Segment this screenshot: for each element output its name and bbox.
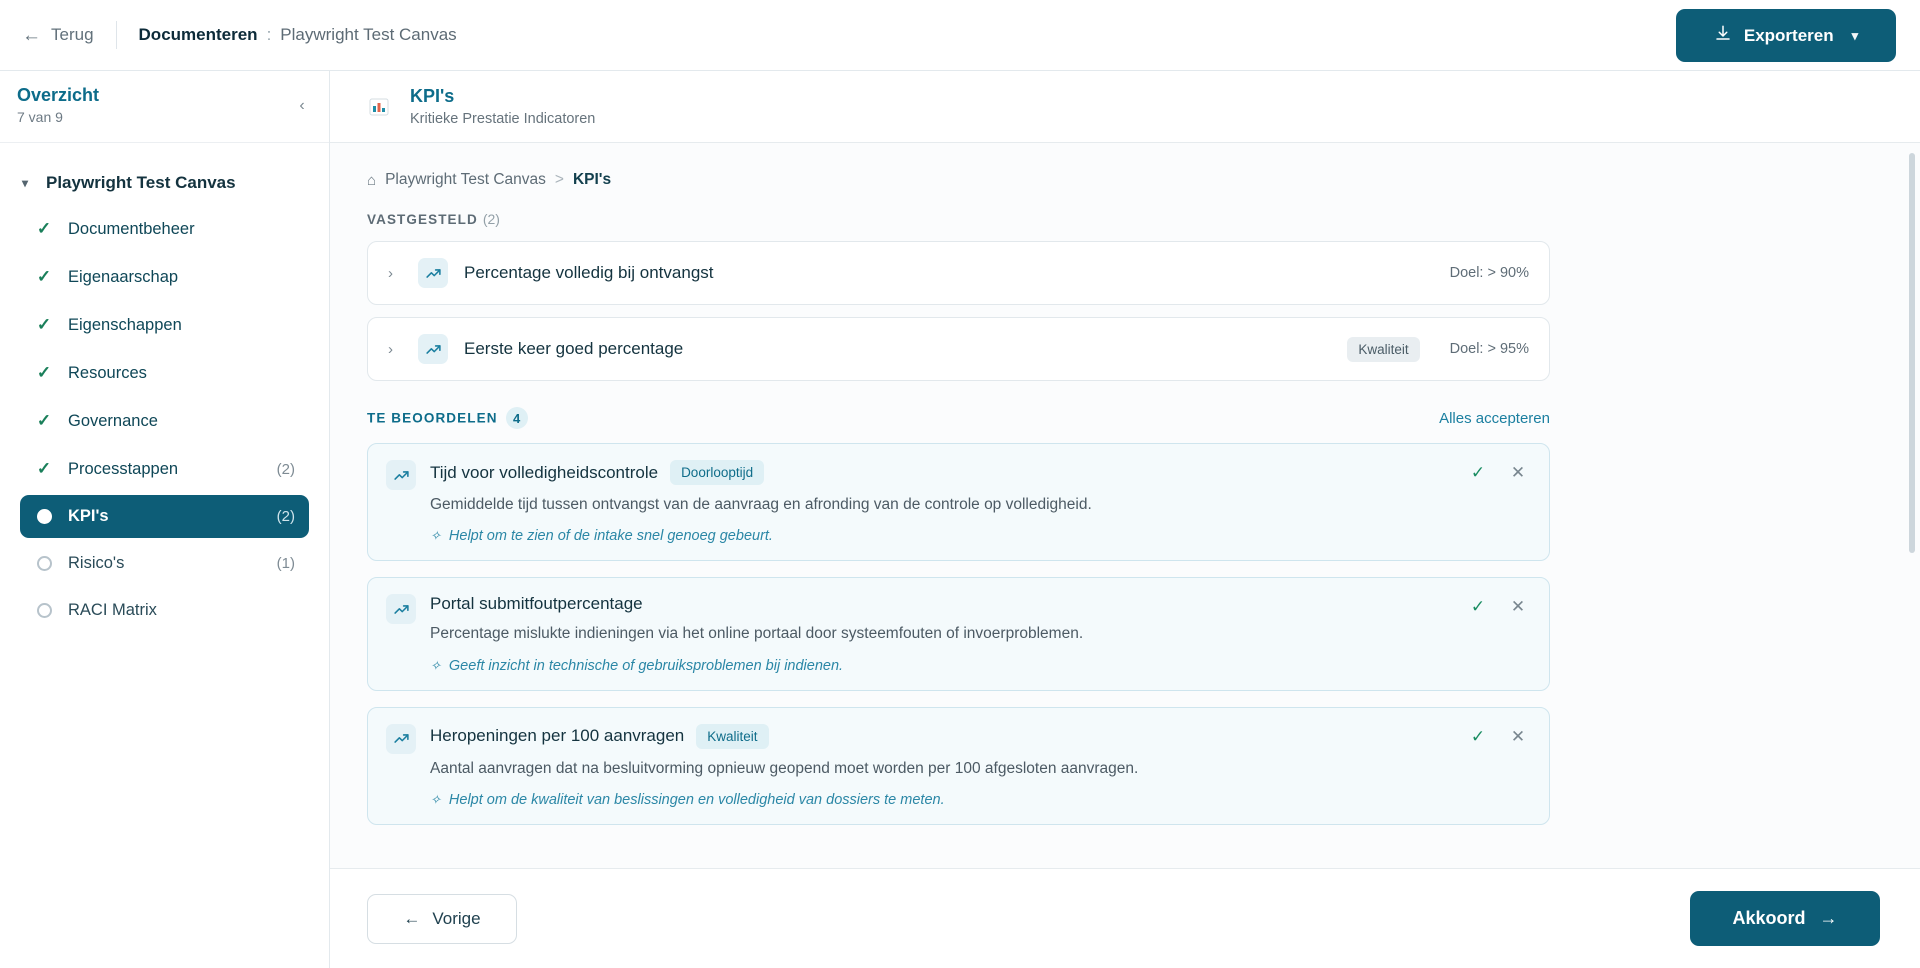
accept-icon[interactable]: ✓ bbox=[1470, 463, 1486, 482]
review-item-hint-text: Geeft inzicht in technische of gebruiksproblemen bij indienen. bbox=[448, 657, 844, 674]
review-count-badge: 4 bbox=[506, 407, 528, 429]
sidebar-item-count: (1) bbox=[276, 555, 295, 572]
body bbox=[0, 71, 1920, 968]
review-item-actions bbox=[1467, 594, 1529, 673]
established-item-tag: Kwaliteit bbox=[1347, 337, 1419, 362]
sidebar-collapse-button[interactable] bbox=[289, 93, 315, 119]
review-item-top bbox=[430, 724, 1453, 749]
top-bar bbox=[0, 0, 1920, 71]
export-label: Exporteren bbox=[1743, 25, 1834, 45]
sidebar-item-eigenschappen[interactable] bbox=[20, 303, 309, 347]
sidebar-item-governance[interactable] bbox=[20, 399, 309, 443]
arrow-right-icon: → bbox=[1819, 908, 1838, 928]
sidebar-item-label: RACI Matrix bbox=[68, 601, 157, 619]
review-item bbox=[367, 707, 1550, 825]
review-item-body bbox=[430, 724, 1453, 808]
established-item-title: Eerste keer goed percentage bbox=[464, 339, 684, 358]
agree-button[interactable] bbox=[1690, 891, 1880, 946]
established-item-goal: Doel: > 90% bbox=[1449, 265, 1529, 281]
review-label bbox=[367, 407, 528, 429]
check-icon: ✓ bbox=[36, 459, 52, 478]
sparkle-icon: ✧ bbox=[430, 792, 441, 808]
home-icon[interactable]: ⌂ bbox=[367, 171, 377, 189]
review-item-title: Portal submitfoutpercentage bbox=[430, 594, 643, 614]
established-item[interactable] bbox=[367, 241, 1550, 305]
reject-icon[interactable]: ✕ bbox=[1510, 597, 1526, 617]
back-label: Terug bbox=[51, 25, 94, 44]
sidebar-item-kpis[interactable] bbox=[20, 495, 309, 538]
sidebar-item-label: Risico's bbox=[68, 554, 125, 572]
breadcrumb-mode: Documenteren bbox=[138, 25, 258, 44]
accept-all-link[interactable]: Alles accepteren bbox=[1439, 409, 1550, 427]
check-icon: ✓ bbox=[36, 411, 52, 430]
established-label bbox=[367, 211, 500, 227]
sidebar-item-resources[interactable] bbox=[20, 351, 309, 395]
check-icon: ✓ bbox=[36, 219, 52, 238]
content bbox=[330, 171, 1590, 825]
back-button[interactable] bbox=[22, 25, 94, 45]
review-item-top bbox=[430, 460, 1453, 485]
main-header bbox=[330, 71, 1920, 143]
sidebar-item-processtappen[interactable] bbox=[20, 447, 309, 491]
page-subtitle: Kritieke Prestatie Indicatoren bbox=[410, 110, 596, 127]
sparkle-icon: ✧ bbox=[430, 657, 441, 673]
sparkle-icon: ✧ bbox=[430, 528, 441, 544]
radio-selected-icon bbox=[34, 509, 54, 524]
sidebar-progress: 7 van 9 bbox=[17, 109, 63, 125]
radio-empty-icon bbox=[34, 556, 54, 571]
chevron-right-icon[interactable]: › bbox=[388, 340, 393, 358]
breadcrumb-root[interactable]: Playwright Test Canvas bbox=[385, 171, 546, 188]
review-item-hint-text: Helpt om te zien of de intake snel genoeg gebeurt. bbox=[448, 528, 773, 545]
breadcrumb-current: KPI's bbox=[572, 171, 612, 188]
review-section-header bbox=[367, 407, 1550, 429]
chevron-down-icon: ▾ bbox=[1851, 27, 1859, 43]
review-item-hint bbox=[430, 528, 1453, 544]
download-icon bbox=[1714, 24, 1732, 47]
review-item-hint bbox=[430, 792, 1453, 808]
established-count: (2) bbox=[482, 211, 500, 227]
review-item-title: Tijd voor volledigheidscontrole bbox=[430, 462, 659, 482]
review-item-tag: Doorlooptijd bbox=[670, 460, 764, 485]
review-item-description: Aantal aanvragen dat na besluitvorming opnieuw geopend moet worden per 100 afgesloten aanvragen. bbox=[430, 759, 1139, 777]
review-item-top bbox=[430, 594, 1453, 614]
established-label-text: VASTGESTELD bbox=[367, 212, 478, 227]
review-item-hint bbox=[430, 658, 1453, 674]
trend-up-icon bbox=[386, 460, 416, 490]
review-item bbox=[367, 577, 1550, 690]
established-item-title: Percentage volledig bij ontvangst bbox=[464, 263, 714, 282]
sidebar-item-raci-matrix[interactable] bbox=[20, 589, 309, 632]
trend-up-icon bbox=[418, 258, 448, 288]
reject-icon[interactable]: ✕ bbox=[1510, 463, 1526, 482]
sidebar-item-count: (2) bbox=[276, 460, 295, 478]
previous-label: Vorige bbox=[432, 908, 481, 928]
established-item-goal: Doel: > 95% bbox=[1449, 341, 1529, 357]
sidebar-item-label: Governance bbox=[68, 411, 158, 430]
review-item-tag: Kwaliteit bbox=[696, 724, 768, 749]
arrow-left-icon: ← bbox=[403, 908, 421, 928]
tree-root-label: Playwright Test Canvas bbox=[46, 173, 236, 192]
breadcrumb-canvas-name: Playwright Test Canvas bbox=[280, 25, 457, 44]
review-item bbox=[367, 443, 1550, 561]
review-item-body bbox=[430, 594, 1453, 673]
sidebar-title: Overzicht bbox=[17, 85, 100, 105]
main-panel bbox=[330, 71, 1920, 968]
trend-up-icon bbox=[386, 724, 416, 754]
review-item-description: Percentage mislukte indieningen via het online portaal door systeemfouten of invoerproblemen. bbox=[430, 625, 1084, 643]
review-item-hint-text: Helpt om de kwaliteit van beslissingen en volledigheid van dossiers te meten. bbox=[448, 792, 945, 809]
breadcrumb-separator: > bbox=[554, 171, 564, 188]
sidebar-item-label: Processtappen bbox=[68, 459, 179, 478]
sidebar-header bbox=[0, 71, 329, 143]
arrow-left-icon: ← bbox=[22, 24, 41, 46]
accept-icon[interactable]: ✓ bbox=[1470, 597, 1486, 617]
sidebar-item-label: Eigenschappen bbox=[68, 315, 182, 334]
trend-up-icon bbox=[386, 594, 416, 624]
vertical-scrollbar[interactable] bbox=[1909, 153, 1915, 553]
sidebar-item-label: KPI's bbox=[68, 507, 109, 525]
sidebar-item-documentbeheer[interactable] bbox=[20, 207, 309, 251]
chevron-left-icon: ‹ bbox=[299, 97, 305, 114]
review-item-body bbox=[430, 460, 1453, 544]
breadcrumb-separator: : bbox=[266, 25, 272, 44]
tree-root-item[interactable] bbox=[10, 163, 319, 203]
export-button[interactable] bbox=[1676, 9, 1896, 62]
review-item-actions bbox=[1467, 460, 1529, 544]
main-header-titles bbox=[410, 86, 595, 127]
chevron-right-icon[interactable]: › bbox=[388, 264, 393, 282]
accept-icon[interactable]: ✓ bbox=[1470, 726, 1486, 746]
sidebar-tree bbox=[0, 143, 329, 636]
chevron-down-icon: ▾ bbox=[22, 176, 29, 190]
sidebar-item-label: Eigenaarschap bbox=[68, 267, 179, 286]
agree-label: Akkoord bbox=[1732, 908, 1806, 928]
content-scroll-area bbox=[330, 143, 1920, 868]
review-item-actions bbox=[1467, 724, 1529, 808]
review-item-description: Gemiddelde tijd tussen ontvangst van de aanvraag en afronding van de controle op volledigheid. bbox=[430, 496, 1092, 513]
breadcrumb bbox=[367, 171, 1550, 189]
bar-chart-icon bbox=[364, 92, 394, 122]
check-icon: ✓ bbox=[36, 363, 52, 382]
footer-bar bbox=[330, 868, 1920, 968]
sidebar-item-risicos[interactable] bbox=[20, 542, 309, 585]
sidebar-item-count: (2) bbox=[276, 508, 295, 525]
sidebar bbox=[0, 71, 330, 968]
sidebar-item-label: Resources bbox=[68, 363, 147, 382]
check-icon: ✓ bbox=[36, 315, 52, 334]
sidebar-item-eigenaarschap[interactable] bbox=[20, 255, 309, 299]
previous-button[interactable] bbox=[367, 894, 517, 944]
established-item[interactable] bbox=[367, 317, 1550, 381]
divider bbox=[116, 21, 117, 49]
review-item-title: Heropeningen per 100 aanvragen bbox=[430, 726, 685, 746]
check-icon: ✓ bbox=[36, 267, 52, 286]
page-title: KPI's bbox=[410, 86, 455, 107]
established-section-header bbox=[367, 211, 1550, 227]
radio-empty-icon bbox=[34, 603, 54, 618]
trend-up-icon bbox=[418, 334, 448, 364]
review-label-text: TE BEOORDELEN bbox=[367, 410, 498, 426]
sidebar-item-label: Documentbeheer bbox=[68, 219, 195, 238]
reject-icon[interactable]: ✕ bbox=[1510, 726, 1526, 746]
